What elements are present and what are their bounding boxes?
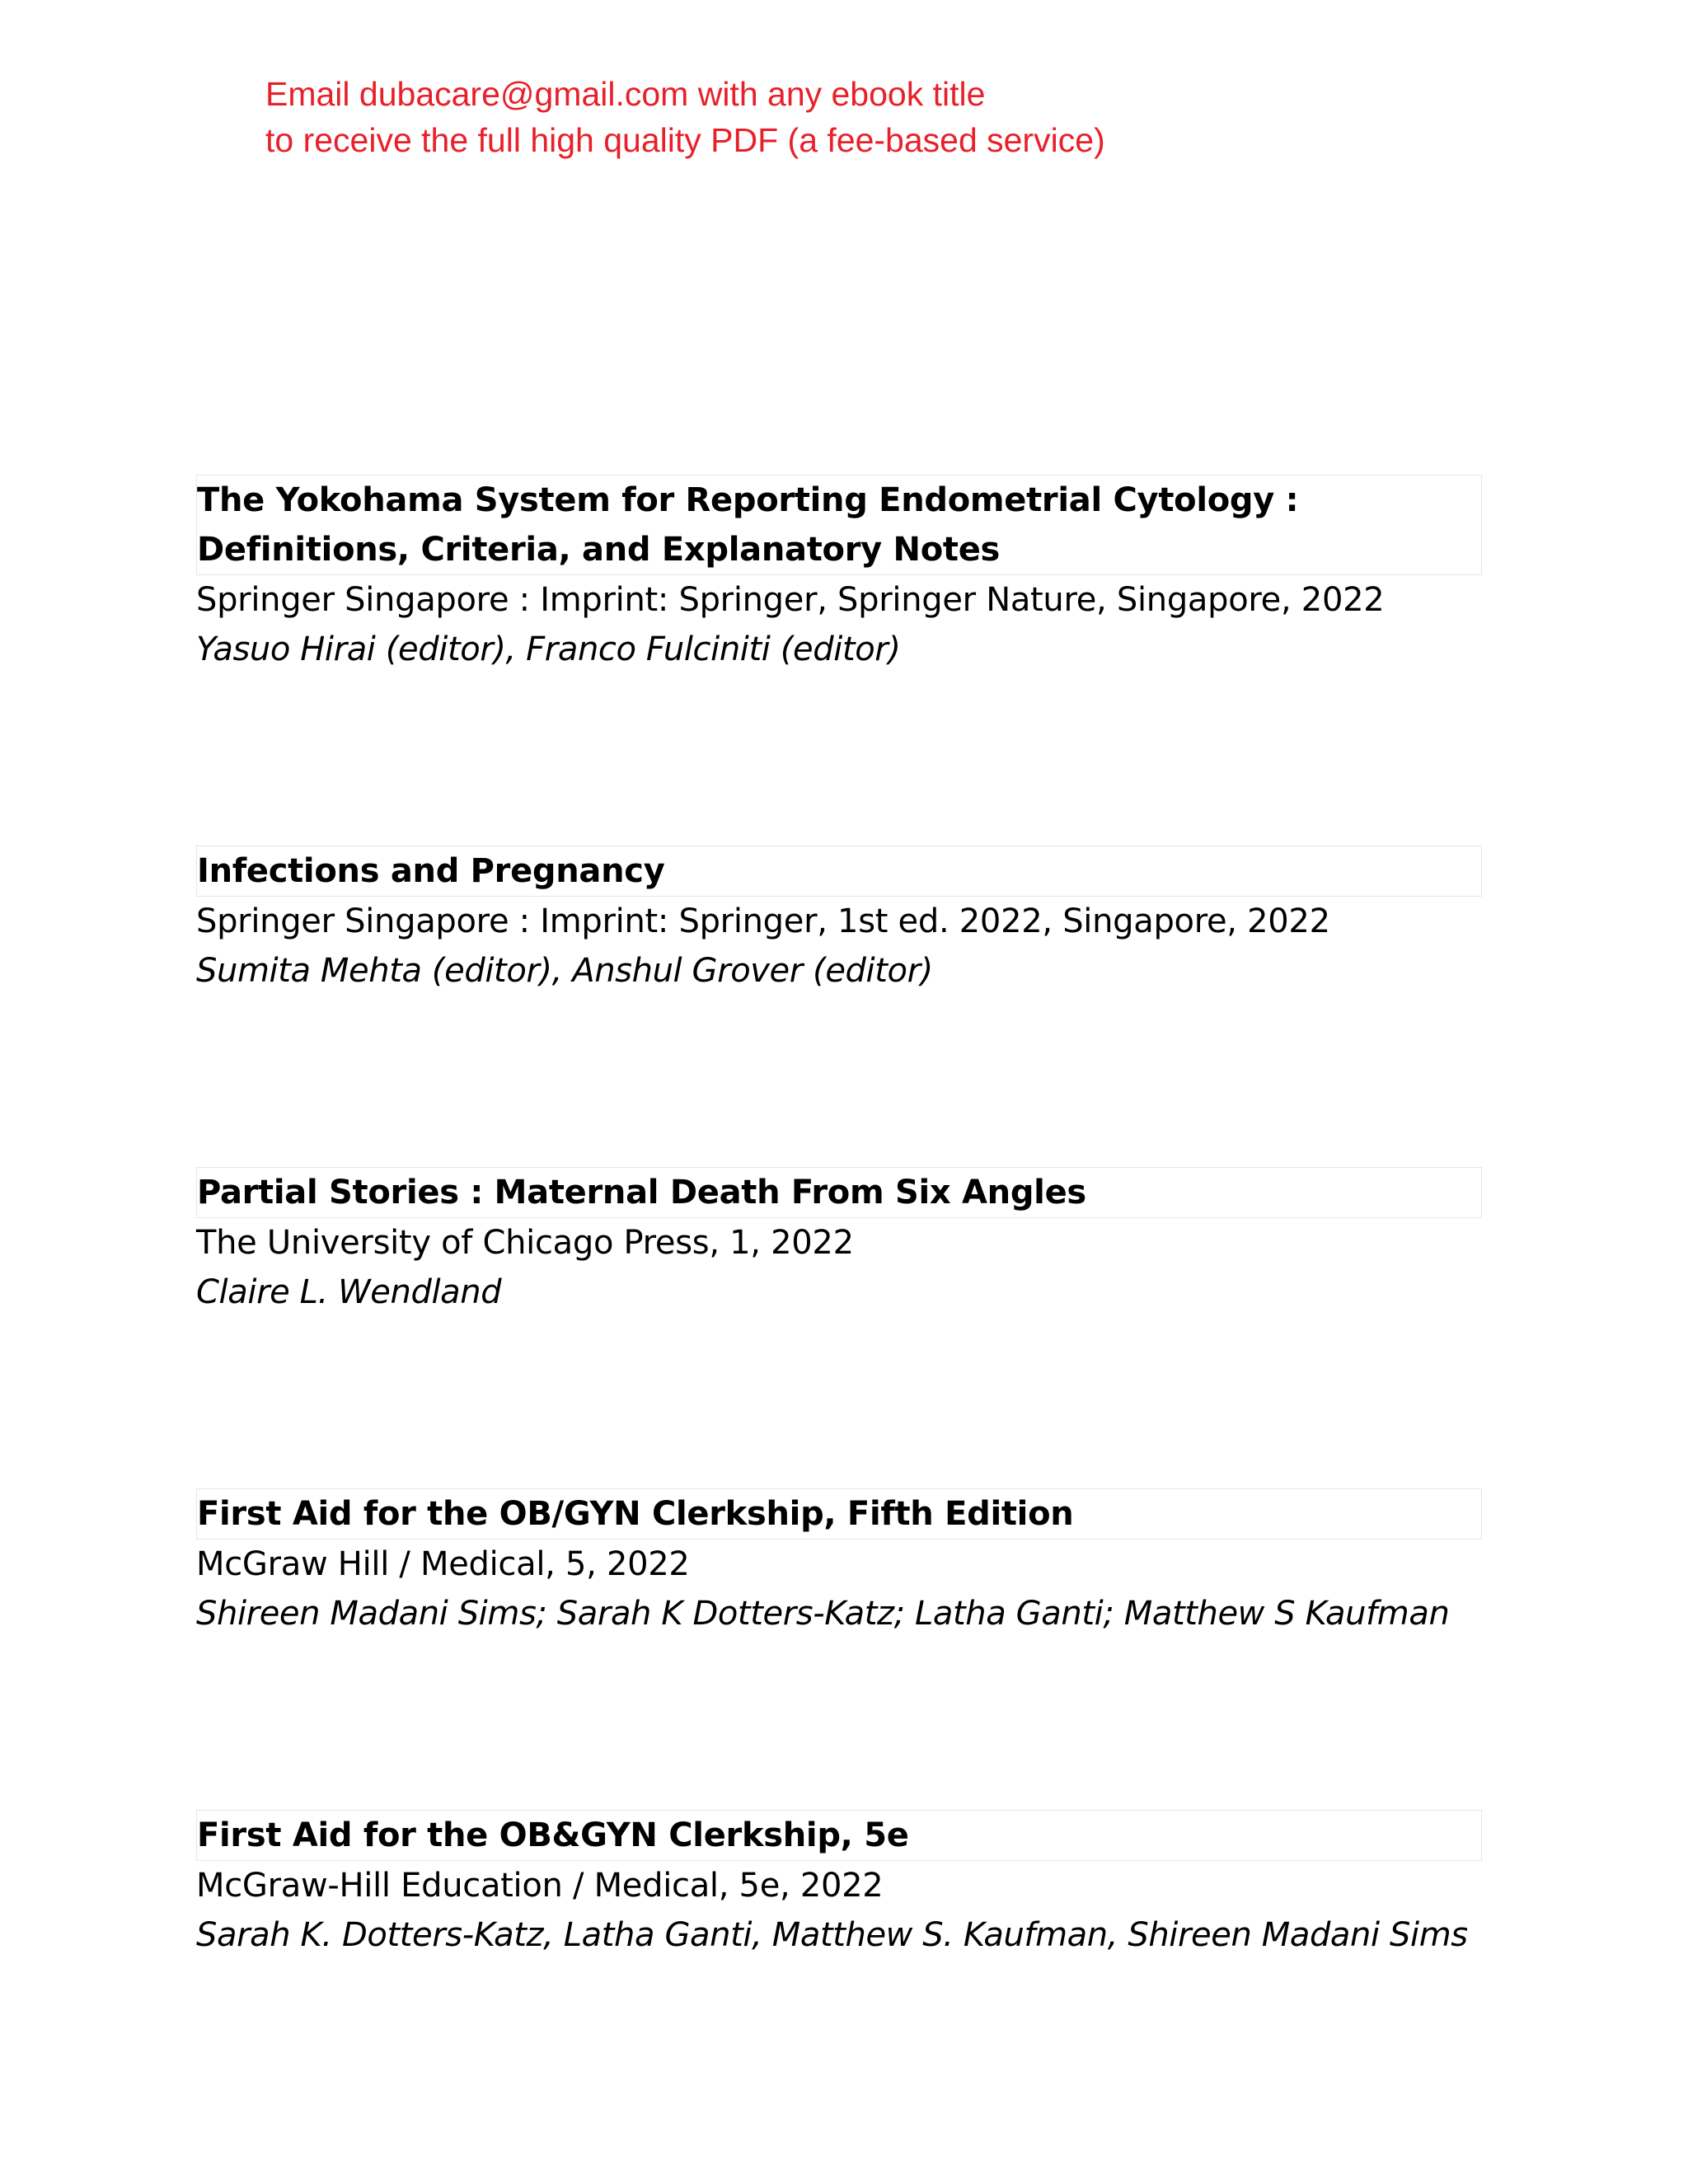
book-publisher: Springer Singapore : Imprint: Springer, 1st ed. 2022, Singapore, 2022	[196, 902, 1330, 940]
book-publisher: McGraw Hill / Medical, 5, 2022	[196, 1545, 690, 1583]
book-publisher: Springer Singapore : Imprint: Springer, Springer Nature, Singapore, 2022	[196, 581, 1385, 619]
book-entry	[196, 1810, 1482, 1960]
book-entry	[196, 475, 1482, 674]
book-title: Infections and Pregnancy	[196, 846, 1482, 897]
book-title: The Yokohama System for Reporting Endometrial Cytology : Definitions, Criteria, and Explanatory Notes	[196, 475, 1482, 575]
book-title: First Aid for the OB/GYN Clerkship, Fifth Edition	[196, 1488, 1482, 1540]
book-authors: Shireen Madani Sims; Sarah K Dotters-Katz; Latha Ganti; Matthew S Kaufman	[196, 1595, 1450, 1633]
book-authors: Sarah K. Dotters-Katz, Latha Ganti, Matthew S. Kaufman, Shireen Madani Sims	[196, 1916, 1468, 1954]
book-title: Partial Stories : Maternal Death From Six Angles	[196, 1167, 1482, 1218]
book-publisher: The University of Chicago Press, 1, 2022	[196, 1224, 854, 1262]
book-title: First Aid for the OB&GYN Clerkship, 5e	[196, 1810, 1482, 1861]
book-entry	[196, 846, 1482, 996]
book-entry	[196, 1488, 1482, 1638]
book-authors: Claire L. Wendland	[196, 1273, 502, 1311]
promo-notice	[265, 71, 1105, 163]
book-publisher: McGraw-Hill Education / Medical, 5e, 2022	[196, 1867, 884, 1905]
promo-notice-line-2: to receive the full high quality PDF (a fee-based service)	[265, 121, 1105, 159]
book-authors: Sumita Mehta (editor), Anshul Grover (editor)	[196, 952, 933, 990]
book-entry	[196, 1167, 1482, 1317]
promo-notice-line-1: Email dubacare@gmail.com with any ebook title	[265, 75, 986, 113]
book-authors: Yasuo Hirai (editor), Franco Fulciniti (editor)	[196, 630, 901, 668]
